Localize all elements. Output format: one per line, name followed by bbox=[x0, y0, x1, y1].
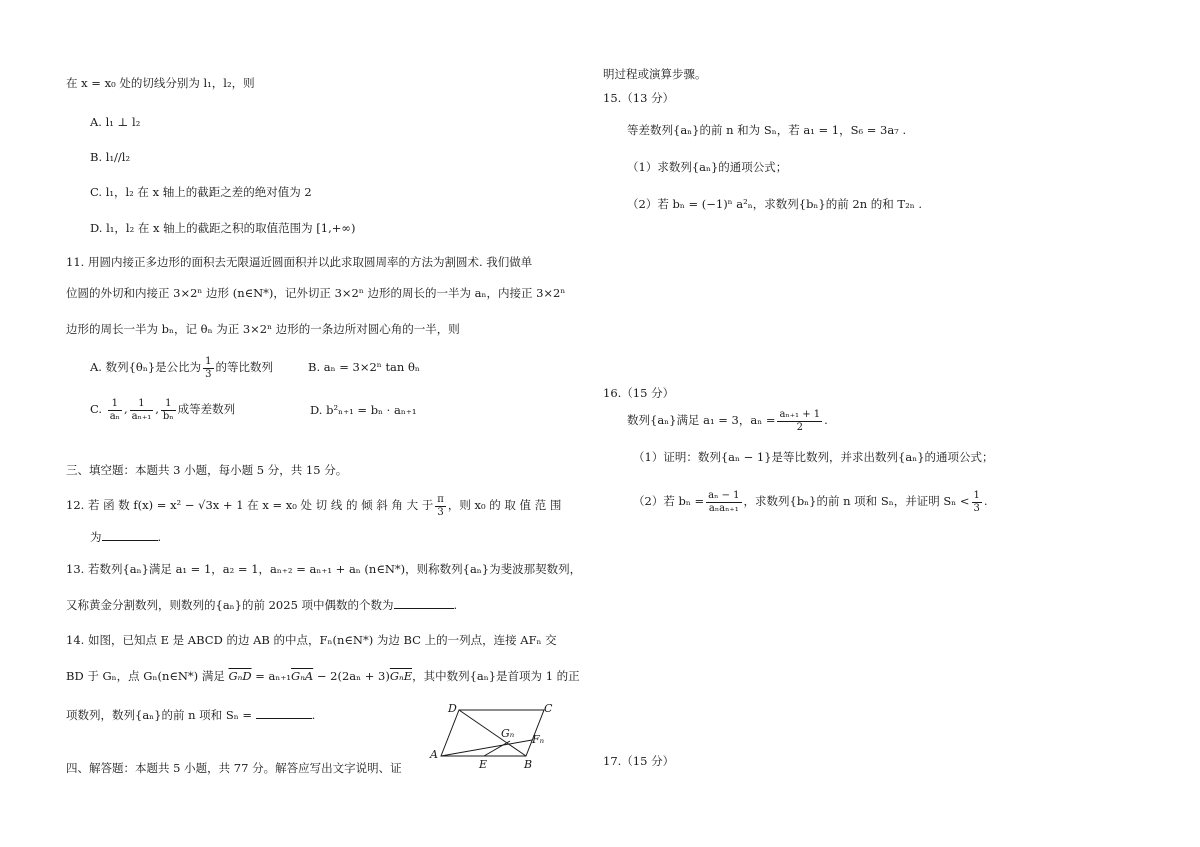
q10-option-b: B. l₁//l₂ bbox=[90, 150, 131, 164]
vector-ge: $\overline{G_nE}$ bbox=[389, 669, 413, 683]
q11-line-2: 位圆的外切和内接正 3×2ⁿ 边形 (n∈N*)，记外切正 3×2ⁿ 边形的周长的一半为 aₙ，内接正 3×2ⁿ bbox=[66, 286, 566, 300]
q12-line-1: 12. 若 函 数 f(x) = x² − √3x + 1 在 x = x₀ 处 切 线 的 倾 斜 角 大 于 $\frac{\pi}{3}$ ，则 x₀ 的 取 值 范 围 bbox=[66, 493, 562, 518]
q13-line-2: 又称黄金分割数列，则数列的{aₙ}的前 2025 项中偶数的个数为 . bbox=[66, 598, 458, 612]
q13-line-1: 13. 若数列{aₙ}满足 a₁ = 1，a₂ = 1，aₙ₊₂ = aₙ₊₁ + aₙ (n∈N*)，则称数列{aₙ}为斐波那契数列， bbox=[66, 562, 582, 576]
q11-line-3: 边形的周长一半为 bₙ，记 θₙ 为正 3×2ⁿ 边形的一条边所对圆心角的一半，则 bbox=[66, 322, 460, 336]
q10-option-d: D. l₁，l₂ 在 x 轴上的截距之积的取值范围为 [1,+∞) bbox=[90, 221, 356, 235]
q11-line-1: 11. 用圆内接正多边形的面积去无限逼近圆面积并以此求取圆周率的方法为割圆术. 我们做单 bbox=[66, 255, 533, 269]
answer-blank[interactable] bbox=[256, 706, 312, 719]
label-c: C bbox=[544, 702, 553, 715]
q16-stem: 数列{aₙ}满足 a₁ = 3，aₙ = $\frac{\text{aₙ₊₁ + 1}}{2}$ . bbox=[627, 408, 828, 433]
label-e: E bbox=[479, 758, 488, 770]
q14-line-3: 项数列，数列{aₙ}的前 n 项和 Sₙ = . bbox=[66, 708, 316, 722]
label-d: D bbox=[448, 702, 457, 715]
q15-stem: 等差数列{aₙ}的前 n 和为 Sₙ，若 a₁ = 1，S₆ = 3a₇ . bbox=[627, 123, 907, 137]
diagonal-bd bbox=[459, 710, 526, 756]
q14-line-2: BD 于 Gₙ，点 Gₙ(n∈N*) 满足 $\overline{G_nD} = a_{n+1}\overline{G_nA} - 2(2a_n + 3)\overline{G_nE}$，其中数列{aₙ}是首项为 1 的正 bbox=[66, 669, 580, 683]
q11-option-d: D. b²ₙ₊₁ = bₙ · aₙ₊₁ bbox=[310, 403, 417, 417]
q10-option-a: A. l₁ ⊥ l₂ bbox=[90, 115, 141, 129]
label-fn: Fₙ bbox=[532, 733, 545, 746]
q10-option-c: C. l₁，l₂ 在 x 轴上的截距之差的绝对值为 2 bbox=[90, 185, 312, 199]
fraction: $\frac{1}{3}$ bbox=[205, 355, 212, 380]
q15-title: 15.（13 分） bbox=[603, 91, 675, 105]
answer-blank[interactable] bbox=[102, 528, 158, 541]
q14-line-1: 14. 如图，已知点 E 是 ABCD 的边 AB 的中点，Fₙ(n∈N*) 为边 BC 上的一列点，连接 AFₙ 交 bbox=[66, 633, 557, 647]
q17-title: 17.（15 分） bbox=[603, 754, 675, 768]
q12-line-2: 为 . bbox=[90, 530, 162, 544]
label-a: A bbox=[430, 748, 438, 761]
section-4-heading: 四、解答题：本题共 5 小题，共 77 分。解答应写出文字说明、证 bbox=[66, 761, 402, 775]
answer-blank[interactable] bbox=[394, 596, 454, 609]
vector-gd: $\overline{G_nD}$ bbox=[228, 669, 252, 683]
q16-title: 16.（15 分） bbox=[603, 386, 675, 400]
q11-option-a: A. 数列{θₙ}是公比为 $\frac{1}{3}$ 的等比数列 bbox=[90, 355, 274, 380]
segment-egn bbox=[484, 741, 510, 756]
q16-part-1: （1）证明：数列{aₙ − 1}是等比数列，并求出数列{aₙ}的通项公式； bbox=[633, 450, 994, 464]
vector-ga: $\overline{G_nA}$ bbox=[291, 669, 314, 683]
q10-stem: 在 x = x₀ 处的切线分别为 l₁，l₂，则 bbox=[66, 76, 255, 90]
segment-afn bbox=[441, 740, 532, 756]
section-4-continued: 明过程或演算步骤。 bbox=[603, 67, 707, 81]
q15-part-2: （2）若 bₙ = (−1)ⁿ a²ₙ，求数列{bₙ}的前 2n 的和 T₂ₙ . bbox=[627, 197, 922, 211]
q16-part-2: （2）若 bₙ = $\frac{\text{aₙ − 1}}{\text{aₙaₙ₊₁}}$ ，求数列{bₙ}的前 n 项和 Sₙ，并证明 Sₙ < $\frac{1}{3}$ . bbox=[633, 489, 988, 514]
q11-option-b: B. aₙ = 3×2ⁿ tan θₙ bbox=[308, 360, 420, 374]
q11-option-c: C. $\frac{1}{\text{aₙ}}$ , $\frac{1}{\text{aₙ₊₁}}$ , $\frac{1}{\text{bₙ}}$ 成等差数列 bbox=[90, 397, 236, 422]
q15-part-1: （1）求数列{aₙ}的通项公式； bbox=[627, 160, 788, 174]
label-b: B bbox=[524, 758, 533, 770]
parallelogram-figure bbox=[424, 700, 564, 770]
label-gn: Gₙ bbox=[501, 727, 515, 740]
section-3-heading: 三、填空题：本题共 3 小题，每小题 5 分，共 15 分。 bbox=[66, 463, 348, 477]
